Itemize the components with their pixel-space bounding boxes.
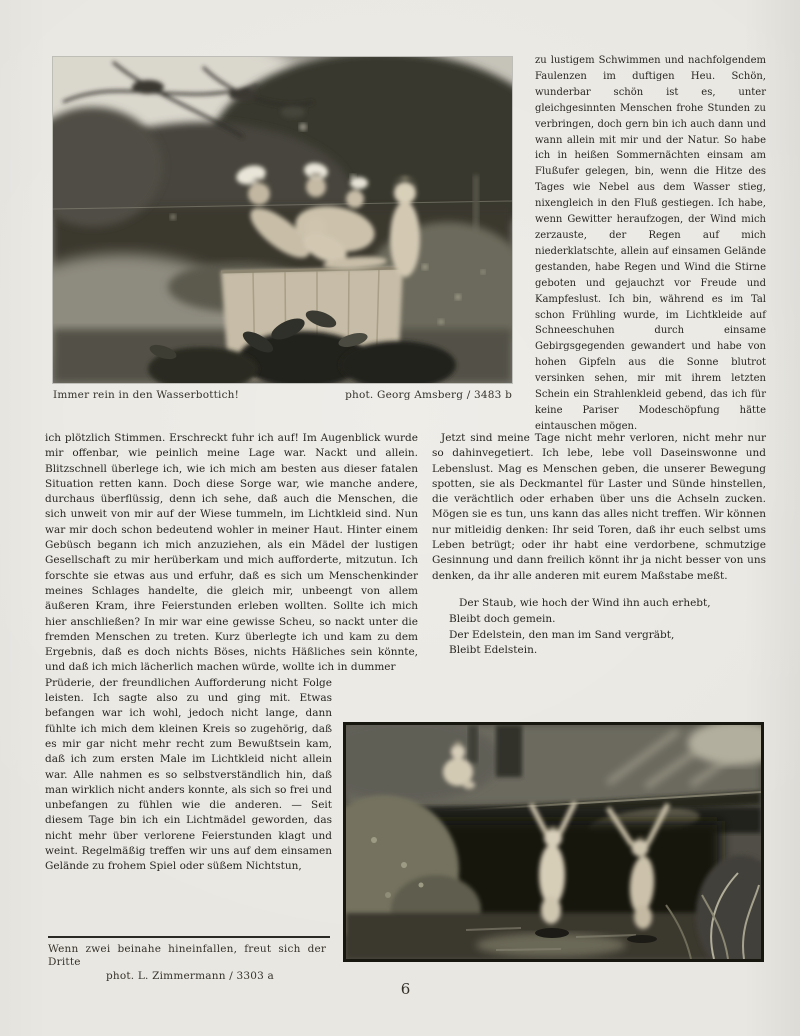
- hair-bow: [350, 177, 368, 189]
- photo-children-washtub-scene: [53, 57, 512, 383]
- caption-top-credit: phot. Georg Amsberg / 3483 b: [345, 389, 512, 401]
- photo-children-stream: [343, 722, 764, 962]
- photo-children-stream-scene: [346, 725, 761, 959]
- caption-top-title: Immer rein in den Wasserbottich!: [53, 389, 240, 401]
- poem-line: Der Edelstein, den man im Sand vergräbt,: [449, 628, 675, 641]
- body-paragraph: Prüderie, der freundlichen Aufforderung nicht Folge leisten. Ich sagte also zu und ging mit. Etwas befangen war ich wohl, jedoch nicht lange, dann fühlte ich mich dem kleinen Kreis so zugehörig, daß es mir gar nicht mehr recht zum Bewußtsein kam, daß ich zum ersten Male im Lichtkleid nicht allein war. Alle nahmen es so selbstverständlich hin, daß man wirklich nicht anders konnte, als sich so frei und unbefangen zu fühlen wie die anderen. — Seit diesem Tage bin ich ein Lichtmädel geworden, das nicht mehr über verlorene Feierstunden klagt und weint. Regelmäßig treffen wir uns auf dem einsamen Gelände zu frohem Spiel oder süßem Nichtstun,: [45, 676, 332, 873]
- photo-children-washtub: [53, 57, 512, 383]
- caption-top-photo: [53, 389, 512, 402]
- poem-line: Bleibt Edelstein.: [449, 644, 538, 657]
- body-paragraph: zu lustigem Schwimmen und nachfolgendem Faulenzen im duftigen Heu. Schön, wunderbar schön ist es, unter gleichgesinnten Menschen frohe Stunden zu verbringen, doch gern bin ich auch dann und wann allein mit mir und der Natur. So habe ich in heißen Sommernächten einsam am Flußufer gelegen, bin, wenn die Hitze des Tages wie Nebel aus dem Wasser stieg, nixengleich in den Fluß gestiegen. Ich habe, wenn Gewitter heraufzogen, der Wind mich zerzauste, der Regen auf mich niederklatschte, allein auf einsamen Gelände gestanden, habe Regen und Wind die Stirne geboten und gejauchzt vor Freude und Kampfeslust. Ich bin, während es im Tal schon Frühling wurde, im Lichtkleide auf Schneeschuhen durch einsame Gebirgsgegenden gewandert und habe von hohen Gipfeln aus die Sonne blutrot versinken sehen, mir mit ihrem letzten Schein ein Strahlenkleid gebend, das ich für keine Pariser Modeschöpfung hätte eintauschen mögen.: [535, 55, 766, 432]
- body-paragraph: ich plötzlich Stimmen. Erschreckt fuhr ich auf! Im Augenblick wurde mir offenbar, wie peinlich meine Lage war. Nackt und allein. Blitzschnell überlege ich, wie ich mich am besten aus dieser fatalen Situation retten kann. Doch diese Sorge war, wie manche andere, durchaus überflüssig, denn ich sehe, daß auch die Menschen, die sich unweit von mir auf der Wiese tummeln, im Lichtkleid sind. Nun war mir doch schon bedeutend wohler in meiner Haut. Hinter einem Gebüsch begann ich mich anzuziehen, als ein Mädel der lustigen Gesellschaft zu mir herüberkam und mich aufforderte, mitzutun. Ich forschte sie etwas aus und erfuhr, daß es sich um Menschenkinder meines Schlages handelte, die gleich mir, unbeengt von allem äußeren Kram, ihre Feierstunden erleben wollten. Sollte ich mich hier anschließen? In mir war eine gewisse Scheu, so nackt unter die fremden Menschen zu treten. Kurz überlegte ich und kam zu dem Ergebnis, daß es doch nichts Böses, nichts Häßliches sein könnte, und daß ich mich lächerlich machen würde, wollte ich in dummer: [45, 432, 418, 674]
- caption-bottom-photo: [48, 943, 332, 983]
- column-top-right: [535, 53, 766, 435]
- column-lower-right: [432, 431, 766, 659]
- poem-line: Der Staub, wie hoch der Wind ihn auch erhebt,: [459, 596, 711, 609]
- caption-divider-rule: [48, 936, 330, 938]
- caption-bottom-title: Wenn zwei beinahe hineinfallen, freut sich der Dritte: [48, 943, 327, 968]
- poem-line: Bleibt doch gemein.: [449, 612, 556, 625]
- upper-bank: [346, 725, 761, 805]
- page-number: 6: [400, 980, 412, 998]
- body-paragraph: Jetzt sind meine Tage nicht mehr verloren, nicht mehr nur so dahinvegetiert. Ich lebe, lebe voll Daseinswonne und Lebenslust. Mag es Menschen geben, die unserer Bewegung spotten, sie als Deckmantel für Laster und Sünde hinstellen, die verächtlich oder erhaben über uns die Achseln zucken. Mögen sie es tun, uns kann das alles nicht treffen. Wir können nur mitleidig denken: Ihr seid Toren, daß ihr euch selbst ums Leben betrügt; oder ihr habt eine verdorbene, schmutzige Gesinnung und dann freilich könnt ihr ja nicht besser von uns denken, da ihr alle anderen mit eurem Maßstabe meßt.: [432, 432, 766, 582]
- poem: [449, 596, 766, 659]
- caption-bottom-credit: phot. L. Zimmermann / 3303 a: [105, 970, 275, 982]
